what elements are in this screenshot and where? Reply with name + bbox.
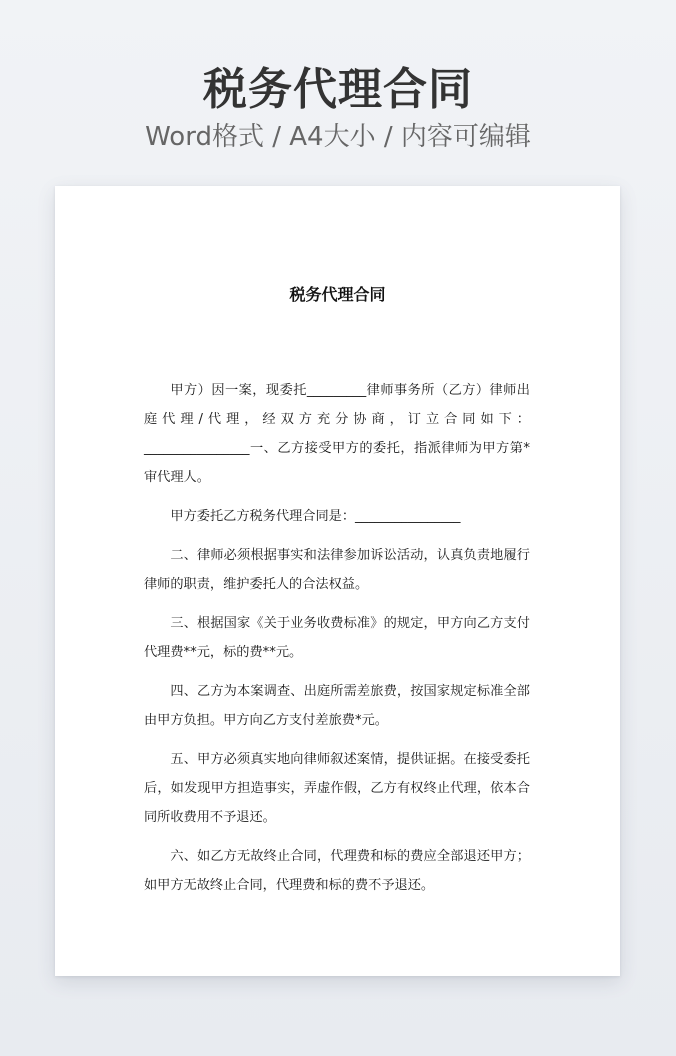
paragraph-clause-6: 六、如乙方无故终止合同，代理费和标的费应全部退还甲方；如甲方无故终止合同，代理费和标的费不予退还。 xyxy=(144,849,530,893)
banner-subtitle: Word格式 / A4大小 / 内容可编辑 xyxy=(145,122,531,152)
paragraph-clause-4: 四、乙方为本案调查、出庭所需差旅费，按国家规定标准全部由甲方负担。甲方向乙方支付差旅费*元。 xyxy=(144,684,530,728)
paragraph-clause-5: 五、甲方必须真实地向律师叙述案情，提供证据。在接受委托后，如发现甲方担造事实，弄虚作假，乙方有权终止代理，依本合同所收费用不予退还。 xyxy=(144,752,530,825)
banner-title: 税务代理合同 xyxy=(203,64,473,115)
paragraph-intro: 甲方）因一案，现委托_________律师事务所（乙方）律师出庭代理/代理，经双方充分协商，订立合同如下：________________一、乙方接受甲方的委托，指派律师为甲方第*审代理人。 xyxy=(144,383,530,485)
document-title: 税务代理合同 xyxy=(289,285,386,304)
paragraph-clause-2: 二、律师必须根据事实和法律参加诉讼活动，认真负责地履行律师的职责，维护委托人的合法权益。 xyxy=(144,548,530,592)
paragraph-clause-3: 三、根据国家《关于业务收费标准》的规定，甲方向乙方支付代理费**元，标的费**元。 xyxy=(144,616,530,660)
document-page xyxy=(55,186,620,976)
banner xyxy=(0,62,676,154)
document-body xyxy=(144,376,530,910)
paragraph-contract-subject: 甲方委托乙方税务代理合同是：________________ xyxy=(170,509,461,524)
